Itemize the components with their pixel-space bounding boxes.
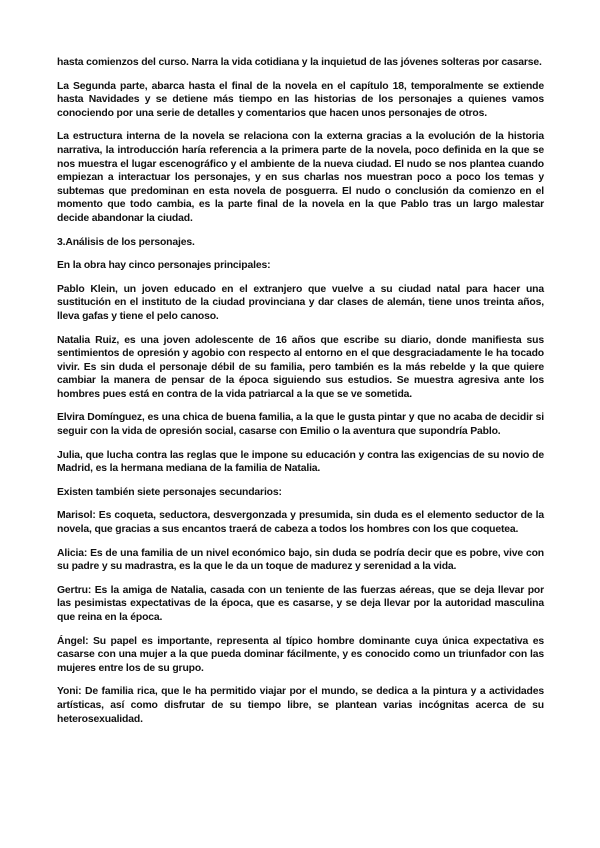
paragraph-natalia: Natalia Ruiz, es una joven adolescente de 16 años que escribe su diario, donde manifiesta sus sentimientos de opresión y agobio con respecto al entorno en el que desgraciadamente le ha tocado vivir. Es sin duda el personaje débil de su familia, pero también es la más rebelde y la que quiere cambiar la manera de pensar de la época siguiendo sus estudios. Se muestra agresiva ante los hombres pues está en contra de la vida patriarcal a la que se ve sometida.: [57, 334, 544, 400]
paragraph-alicia: Alicia: Es de una familia de un nivel económico bajo, sin duda se podría decir que es pobre, vive con su padre y su madrastra, es la que le da un toque de madurez y serenidad a la vida.: [57, 547, 544, 573]
paragraph-segunda-parte: La Segunda parte, abarca hasta el final de la novela en el capítulo 18, temporalmente se extiende hasta Navidades y se detiene más tiempo en las historias de los personajes a quienes vamos conociendo por una serie de detalles y comentarios que hacen unos personajes de otros.: [57, 80, 544, 119]
paragraph-estructura-interna: La estructura interna de la novela se relaciona con la externa gracias a la evolución de la historia narrativa, la introducción haría referencia a la primera parte de la novela, poco definida en la que se nos muestra el lugar escenográfico y el ambiente de la nueva ciudad. El nudo se nos plantea cuando empiezan a interactuar los personajes, y en sus charlas nos muestran poco a poco los temas y subtemas que predominan en esta novela de posguerra. El nudo o conclusión da comienzo en el momento que todo cambia, es la parte final de la novela en la que Pablo tras un largo malestar decide abandonar la ciudad.: [57, 131, 544, 224]
paragraph-gertru: Gertru: Es la amiga de Natalia, casada con un teniente de las fuerzas aéreas, que se deja llevar por las pesimistas expectativas de la época, que es casarse, y se deja llevar por la autoridad masculina que reina en la época.: [57, 584, 544, 623]
paragraph-continuation: hasta comienzos del curso. Narra la vida cotidiana y la inquietud de las jóvenes solteras por casarse.: [57, 57, 542, 68]
document-page: [57, 56, 544, 736]
paragraph-yoni: Yoni: De familia rica, que le ha permitido viajar por el mundo, se dedica a la pintura y a actividades artísticas, así como disfrutar de su tiempo libre, se plantean varias incógnitas acerca de su heterosexualidad.: [57, 686, 544, 725]
paragraph-siete-secundarios: Existen también siete personajes secundarios:: [57, 486, 282, 498]
paragraph-elvira: Elvira Domínguez, es una chica de buena familia, a la que le gusta pintar y que no acaba de decidir si seguir con la vida de opresión social, casarse con Emilio o la aventura que supondría Pablo.: [57, 412, 544, 438]
paragraph-julia: Julia, que lucha contra las reglas que le impone su educación y contra las exigencias de su novio de Madrid, es la hermana mediana de la familia de Natalia.: [57, 449, 544, 475]
paragraph-cinco-principales: En la obra hay cinco personajes principales:: [57, 260, 271, 272]
paragraph-angel: Ángel: Su papel es importante, representa al típico hombre dominante cuya única expectativa es casarse con una mujer a la que pueda dominar fácilmente, y es conocido como un triunfador con las mujeres entre los de su grupo.: [57, 635, 544, 674]
paragraph-pablo: Pablo Klein, un joven educado en el extranjero que vuelve a su ciudad natal para hacer una sustitución en el instituto de la ciudad provinciana y dar clases de alemán, tiene unos treinta años, lleva gafas y tiene el pelo canoso.: [57, 283, 544, 322]
paragraph-marisol: Marisol: Es coqueta, seductora, desvergonzada y presumida, sin duda es el elemento seductor de la novela, que gracias a sus encantos traerá de cabeza a todos los hombres con los que coquetea.: [57, 510, 544, 536]
section-heading-analisis: 3.Análisis de los personajes.: [57, 236, 195, 248]
